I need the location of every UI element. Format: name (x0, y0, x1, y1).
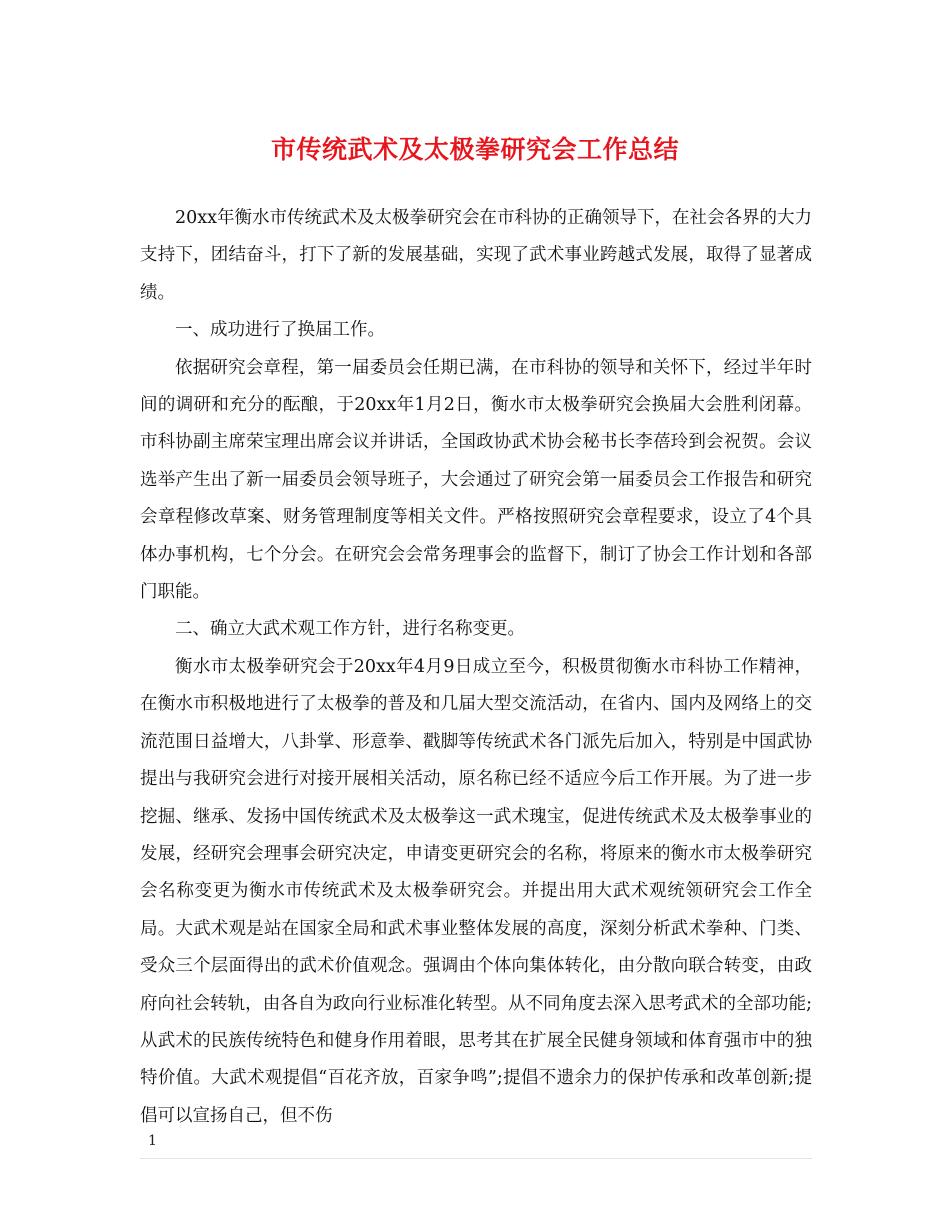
section-heading-2: 二、确立大武术观工作方针，进行名称变更。 (175, 619, 525, 640)
section-heading-1: 一、成功进行了换届工作。 (175, 320, 385, 341)
paragraph-intro: 20xx年衡水市传统武术及太极拳研究会在市科协的正确领导下，在社会各界的大力支持下，团结奋斗，打下了新的发展基础，实现了武术事业跨越式发展，取得了显著成绩。 (140, 208, 813, 303)
paragraph-section-1: 依据研究会章程，第一届委员会任期已满，在市科协的领导和关怀下，经过半年时间的调研和充分的酝酿，于20xx年1月2日，衡水市太极拳研究会换届大会胜利闭幕。市科协副主席荣宝理出席会议并讲话，全国政协武术协会秘书长李蓓玲到会祝贺。会议选举产生出了新一届委员会领导班子，大会通过了研究会第一届委员会工作报告和研究会章程修改草案、财务管理制度等相关文件。严格按照研究会章程要求，设立了4个具体办事机构，七个分会。在研究会会常务理事会的监督下，制订了协会工作计划和各部门职能。 (140, 357, 812, 603)
document-body (140, 200, 812, 1135)
paragraph-section-2: 衡水市太极拳研究会于20xx年4月9日成立至今，积极贯彻衡水市科协工作精神，在衡水市积极地进行了太极拳的普及和几届大型交流活动，在省内、国内及网络上的交流范围日益增大，八卦掌、形意拳、戳脚等传统武术各门派先后加入，特别是中国武协提出与我研究会进行对接开展相关活动，原名称已经不适应今后工作开展。为了进一步挖掘、继承、发扬中国传统武术及太极拳这一武术瑰宝，促进传统武术及太极拳事业的发展，经研究会理事会研究决定，申请变更研究会的名称，将原来的衡水市太极拳研究会名称变更为衡水市传统武术及太极拳研究会。并提出用大武术观统领研究会工作全局。大武术观是站在国家全局和武术事业整体发展的高度，深刻分析武术拳种、门类、受众三个层面得出的武术价值观念。强调由个体向集体转化，由分散向联合转变，由政府向社会转轨，由各自为政向行业标准化转型。从不同角度去深入思考武术的全部功能;从武术的民族传统特色和健身作用着眼，思考其在扩展全民健身领域和体育强市中的独特价值。大武术观提倡“百花齐放，百家争鸣”;提倡不遗余力的保护传承和改革创新;提倡可以宣扬自己，但不伤 (140, 656, 812, 1126)
document-title: 市传统武术及太极拳研究会工作总结 (270, 135, 679, 164)
footer-divider (140, 1158, 812, 1159)
page-number: 1 (148, 1133, 157, 1149)
